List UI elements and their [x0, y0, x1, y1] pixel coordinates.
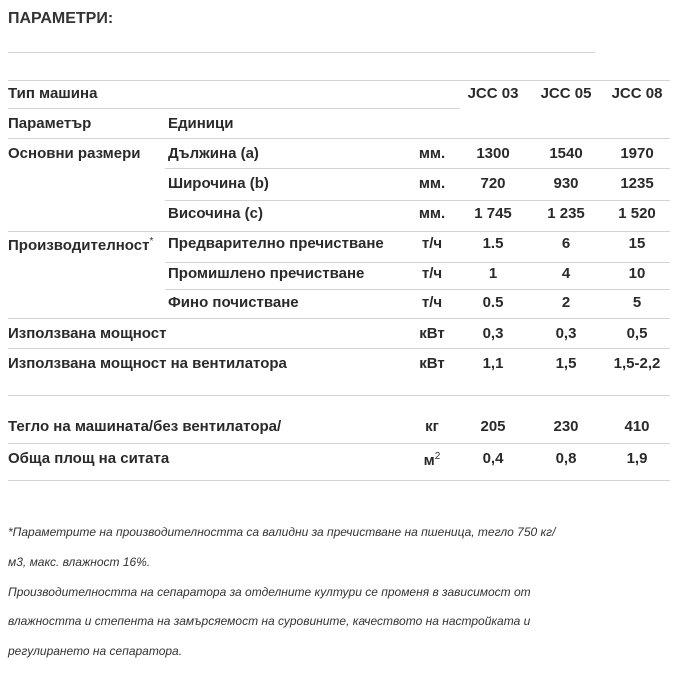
row-value: 720: [480, 175, 506, 192]
footnote-line: Производителността на сепаратора за отделните култури се променя в зависимост от: [8, 585, 531, 599]
row-unit: мм.: [418, 175, 446, 192]
divider: [8, 348, 670, 349]
machine-type-label: Тип машина: [8, 85, 98, 102]
row-value: 2: [561, 294, 571, 311]
row-value: 1.5: [482, 235, 504, 252]
row-value: 1 235: [547, 205, 585, 222]
row-unit: т/ч: [421, 235, 443, 252]
row-value: 1970: [620, 145, 654, 162]
model-header: JCC 05: [540, 85, 592, 102]
row-value: 1,5-2,2: [613, 355, 661, 372]
footnote-line: м3, макс. влажност 16%.: [8, 555, 151, 569]
row-value: 10: [628, 265, 646, 282]
row-value: 1 520: [618, 205, 656, 222]
row-value: 930: [553, 175, 579, 192]
row-value: 0,8: [555, 450, 577, 467]
row-value: 0,3: [482, 325, 504, 342]
row-unit: мм.: [418, 145, 446, 162]
row-parameter-name: Височина (c): [168, 205, 264, 222]
row-parameter-name: Предварително пречистване: [168, 235, 384, 252]
row-value: 1 745: [474, 205, 512, 222]
divider: [8, 108, 460, 109]
divider: [8, 480, 670, 481]
divider: [165, 262, 670, 263]
row-value: 1300: [476, 145, 510, 162]
row-value: 0,5: [626, 325, 648, 342]
row-group-label: Основни размери: [8, 145, 141, 162]
row-group-label: Производителност*: [8, 236, 154, 254]
footnote-line: регулирането на сепаратора.: [8, 644, 183, 658]
divider: [165, 200, 670, 201]
divider: [8, 138, 670, 139]
row-value: 0,4: [482, 450, 504, 467]
row-unit: мм.: [418, 205, 446, 222]
row-group-label: Използвана мощност: [8, 325, 167, 342]
footnote-line: влажността и степента на замърсяемост на суровините, качеството на настройката и: [8, 614, 531, 628]
row-value: 410: [624, 418, 650, 435]
units-header: Единици: [168, 115, 234, 132]
row-unit: кВт: [419, 325, 445, 342]
divider: [8, 318, 670, 319]
row-parameter-name: Широчина (b): [168, 175, 269, 192]
row-value: 1,1: [482, 355, 504, 372]
row-value: 1: [488, 265, 498, 282]
row-parameter-name: Дължина (a): [168, 145, 259, 162]
divider: [8, 80, 670, 81]
row-value: 1,5: [555, 355, 577, 372]
divider: [165, 168, 670, 169]
row-unit: т/ч: [421, 265, 443, 282]
row-value: 1235: [620, 175, 654, 192]
row-group-label: Използвана мощност на вентилатора: [8, 355, 287, 372]
row-value: 0,3: [555, 325, 577, 342]
page-title: ПАРАМЕТРИ:: [8, 10, 114, 27]
row-value: 1540: [549, 145, 583, 162]
row-value: 0.5: [482, 294, 504, 311]
row-unit: кг: [425, 418, 439, 435]
divider: [165, 289, 670, 290]
divider: [8, 443, 670, 444]
divider: [8, 395, 670, 396]
row-unit: кВт: [419, 355, 445, 372]
parameter-header: Параметър: [8, 115, 92, 132]
model-header: JCC 08: [611, 85, 663, 102]
row-value: 205: [480, 418, 506, 435]
divider: [8, 231, 670, 232]
row-parameter-name: Промишлено пречистване: [168, 265, 365, 282]
row-group-label: Тегло на машината/без вентилатора/: [8, 418, 282, 435]
row-value: 1,9: [626, 450, 648, 467]
row-unit: $м^2$: [423, 451, 441, 469]
model-header: JCC 03: [467, 85, 519, 102]
footnote-line: *Параметрите на производителността са валидни за пречистване на пшеница, тегло 750 кг/: [8, 525, 556, 539]
row-value: 15: [628, 235, 646, 252]
row-unit: т/ч: [421, 294, 443, 311]
row-parameter-name: Фино почистване: [168, 294, 299, 311]
divider: [8, 52, 595, 53]
row-value: 4: [561, 265, 571, 282]
row-value: 6: [561, 235, 571, 252]
row-group-label: Обща площ на ситата: [8, 450, 170, 467]
row-value: 5: [632, 294, 642, 311]
row-value: 230: [553, 418, 579, 435]
